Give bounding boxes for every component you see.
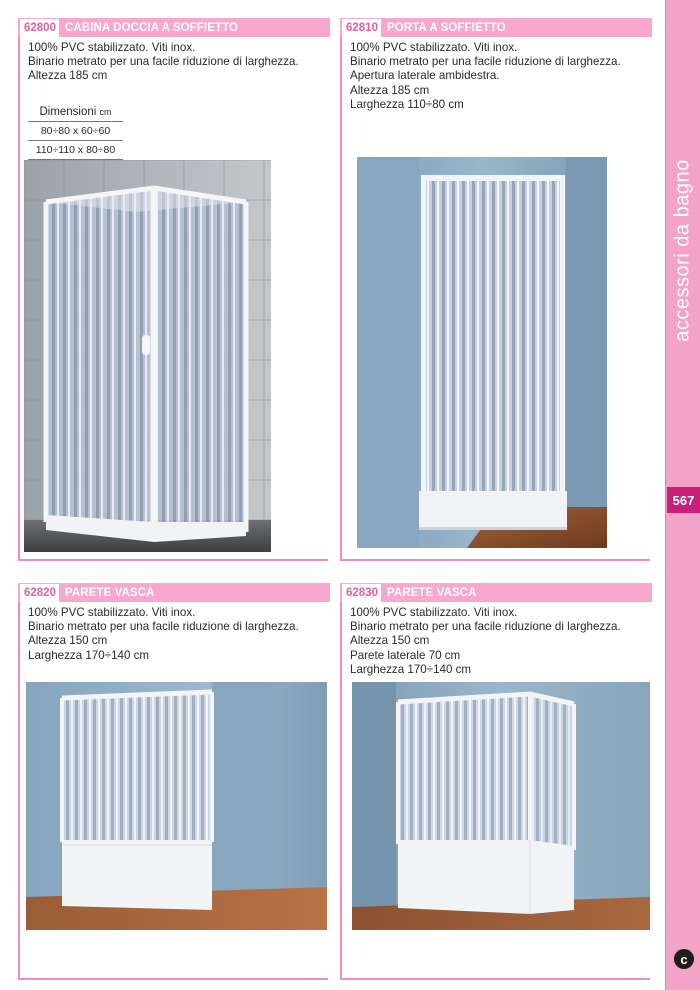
description-line: Larghezza 170÷140 cm xyxy=(350,662,472,676)
product-card-62830 xyxy=(340,583,650,980)
product-description xyxy=(28,606,328,663)
description-line: Apertura laterale ambidestra. xyxy=(350,69,500,83)
description-line: 100% PVC stabilizzato. Viti inox. xyxy=(350,41,518,54)
product-photo-folding-door xyxy=(357,157,607,548)
product-description xyxy=(350,606,650,677)
product-card-62800 xyxy=(18,18,328,561)
description-line: Altezza 185 cm xyxy=(28,69,108,83)
description-line: 100% PVC stabilizzato. Viti inox. xyxy=(28,606,196,619)
description-line: Binario metrato per una facile riduzione di larghezza. xyxy=(350,55,621,69)
product-header xyxy=(340,18,652,37)
page-number: 567 xyxy=(667,487,700,513)
description-line: Larghezza 110÷80 cm xyxy=(350,97,464,111)
product-title: PARETE VASCA xyxy=(64,586,155,599)
product-code: 62800 xyxy=(20,18,59,37)
description-line: Altezza 150 cm xyxy=(28,634,108,648)
description-line: 100% PVC stabilizzato. Viti inox. xyxy=(350,606,518,619)
dimensions-row: 110÷110 x 80÷80 xyxy=(28,141,123,160)
product-description xyxy=(350,41,650,112)
dimensions-unit: cm xyxy=(99,107,112,117)
product-code: 62830 xyxy=(342,583,381,602)
description-line: Altezza 185 cm xyxy=(350,83,430,97)
product-description xyxy=(28,41,328,84)
product-photo-bathtub-screen xyxy=(26,682,327,930)
product-title: PORTA A SOFFIETTO xyxy=(386,21,506,34)
product-card-62820 xyxy=(18,583,328,980)
section-label xyxy=(668,160,698,340)
dimensions-header xyxy=(28,105,123,122)
product-code: 62810 xyxy=(342,18,381,37)
brand-logo-icon: c xyxy=(674,949,694,969)
product-photo-bathtub-screen-side-panel xyxy=(352,682,650,930)
product-card-62810 xyxy=(340,18,650,561)
dimensions-row: 80÷80 x 60÷60 xyxy=(28,122,123,141)
description-line: Binario metrato per una facile riduzione di larghezza. xyxy=(350,620,621,634)
description-line: Larghezza 170÷140 cm xyxy=(28,648,150,662)
description-line: Parete laterale 70 cm xyxy=(350,648,461,662)
product-title: PARETE VASCA xyxy=(386,586,477,599)
product-header xyxy=(18,583,330,602)
section-label-text: accessori da bagno xyxy=(671,158,694,342)
dimensions-header-label: Dimensioni xyxy=(39,106,97,118)
product-title: CABINA DOCCIA A SOFFIETTO xyxy=(64,21,239,34)
description-line: Binario metrato per una facile riduzione di larghezza. xyxy=(28,55,299,69)
product-photo-corner-shower xyxy=(24,160,271,552)
dimensions-table xyxy=(28,105,123,160)
product-header xyxy=(340,583,652,602)
description-line: Binario metrato per una facile riduzione di larghezza. xyxy=(28,620,299,634)
description-line: Altezza 150 cm xyxy=(350,634,430,648)
product-header xyxy=(18,18,330,37)
product-code: 62820 xyxy=(20,583,59,602)
description-line: 100% PVC stabilizzato. Viti inox. xyxy=(28,41,196,54)
